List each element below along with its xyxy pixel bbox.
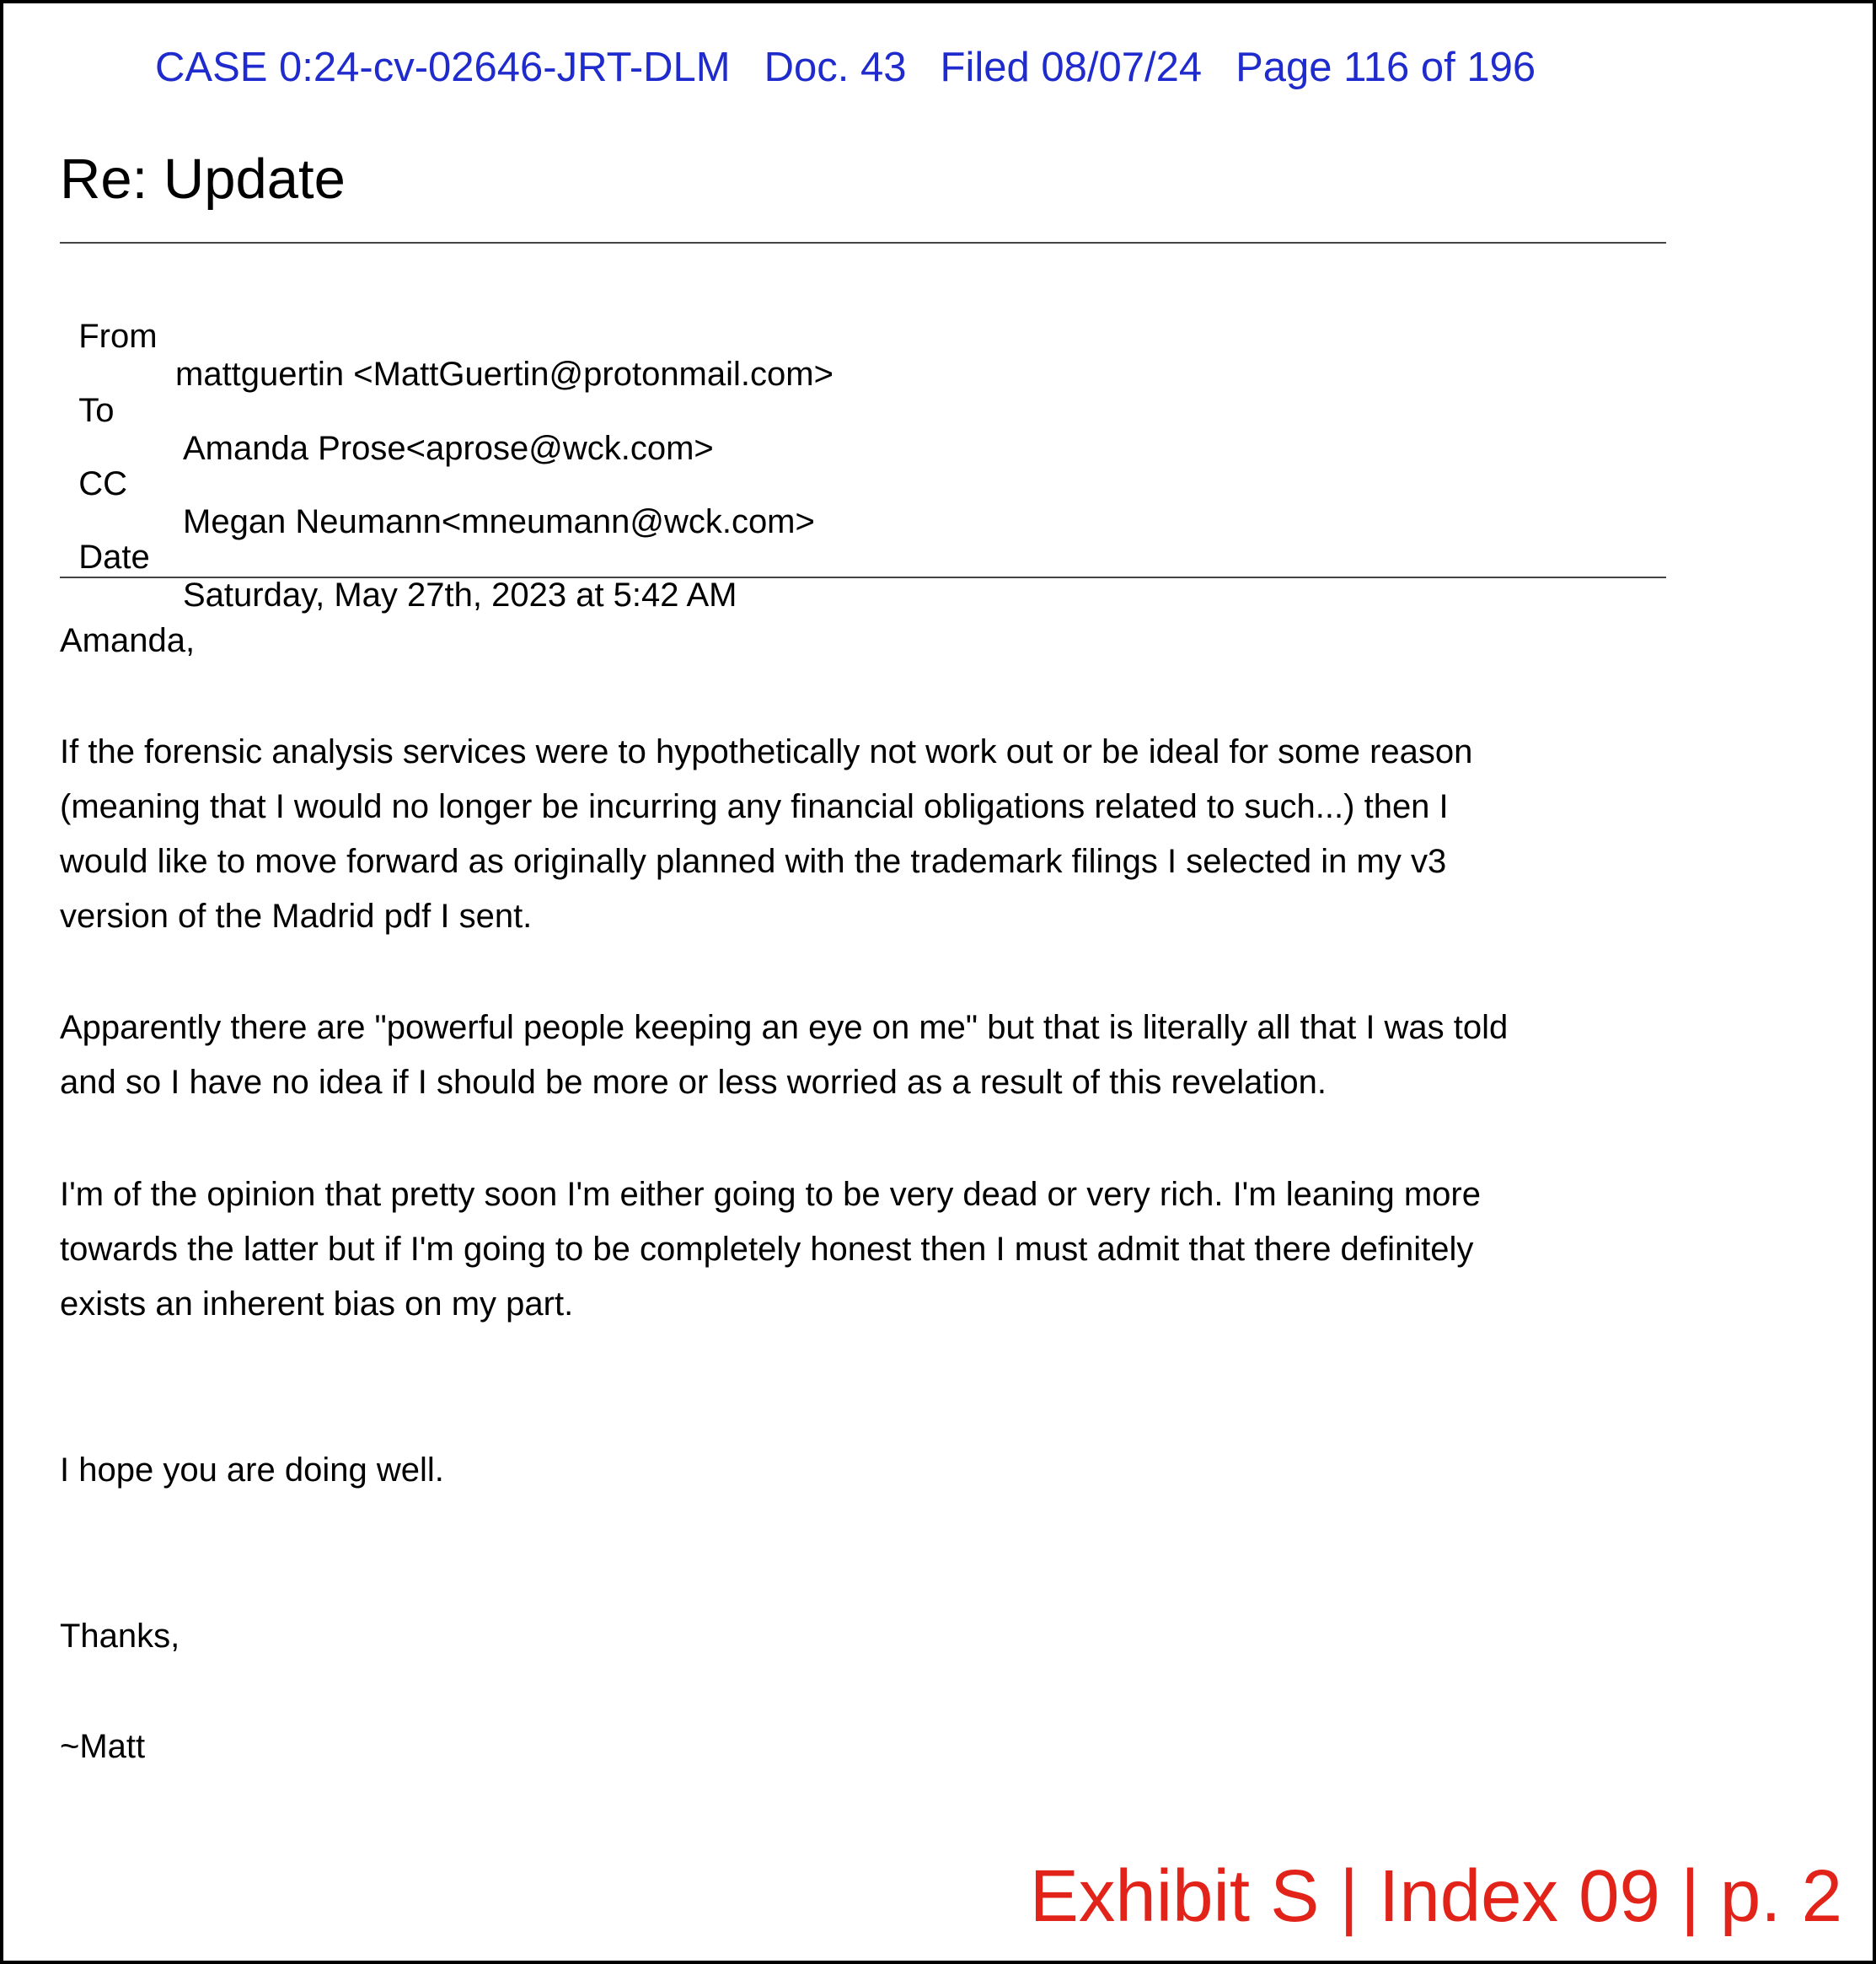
from-label: From (78, 318, 158, 355)
case-number: CASE 0:24-cv-02646-JRT-DLM (155, 45, 731, 90)
paragraph-1-line: (meaning that I would no longer be incurring any financial obligations related to such...) then I (60, 788, 1449, 825)
date-value: Saturday, May 27th, 2023 at 5:42 AM (183, 577, 737, 614)
cc-value: Megan Neumann<mneumann@wck.com> (183, 503, 815, 540)
email-subject: Re: Update (60, 148, 346, 211)
header-divider-top (60, 242, 1666, 244)
from-value: mattguertin <MattGuertin@protonmail.com> (175, 356, 833, 393)
paragraph-2-line: and so I have no idea if I should be more or less worried as a result of this revelation. (60, 1064, 1327, 1101)
paragraph-1-line: If the forensic analysis services were to hypothetically not work out or be ideal for some reason (60, 733, 1473, 770)
filed-date: Filed 08/07/24 (940, 45, 1203, 90)
header-divider-bottom (60, 577, 1666, 578)
exhibit-label: Exhibit S | Index 09 | p. 2 (1029, 1855, 1842, 1937)
signoff: Thanks, (60, 1618, 180, 1655)
cc-label: CC (78, 465, 128, 502)
paragraph-3-line: towards the latter but if I'm going to be completely honest then I must admit that there definitely (60, 1231, 1474, 1268)
closing-wish: I hope you are doing well. (60, 1452, 444, 1489)
paragraph-1 (60, 725, 1661, 944)
to-label: To (78, 392, 115, 429)
doc-number: Doc. 43 (764, 45, 907, 90)
date-label: Date (78, 539, 150, 576)
page-count: Page 116 of 196 (1235, 45, 1536, 90)
paragraph-3 (60, 1167, 1661, 1332)
signature: ~Matt (60, 1728, 146, 1765)
paragraph-1-line: version of the Madrid pdf I sent. (60, 898, 533, 935)
case-stamp (155, 44, 1536, 91)
greeting: Amanda, (60, 622, 196, 659)
paragraph-3-line: exists an inherent bias on my part. (60, 1285, 574, 1323)
paragraph-2-line: Apparently there are "powerful people keeping an eye on me" but that is literally all that I was told (60, 1009, 1509, 1046)
paragraph-2 (60, 1001, 1661, 1110)
paragraph-1-line: would like to move forward as originally planned with the trademark filings I selected in my v3 (60, 843, 1447, 880)
paragraph-3-line: I'm of the opinion that pretty soon I'm either going to be very dead or very rich. I'm leaning more (60, 1176, 1481, 1213)
to-value: Amanda Prose<aprose@wck.com> (183, 430, 714, 467)
